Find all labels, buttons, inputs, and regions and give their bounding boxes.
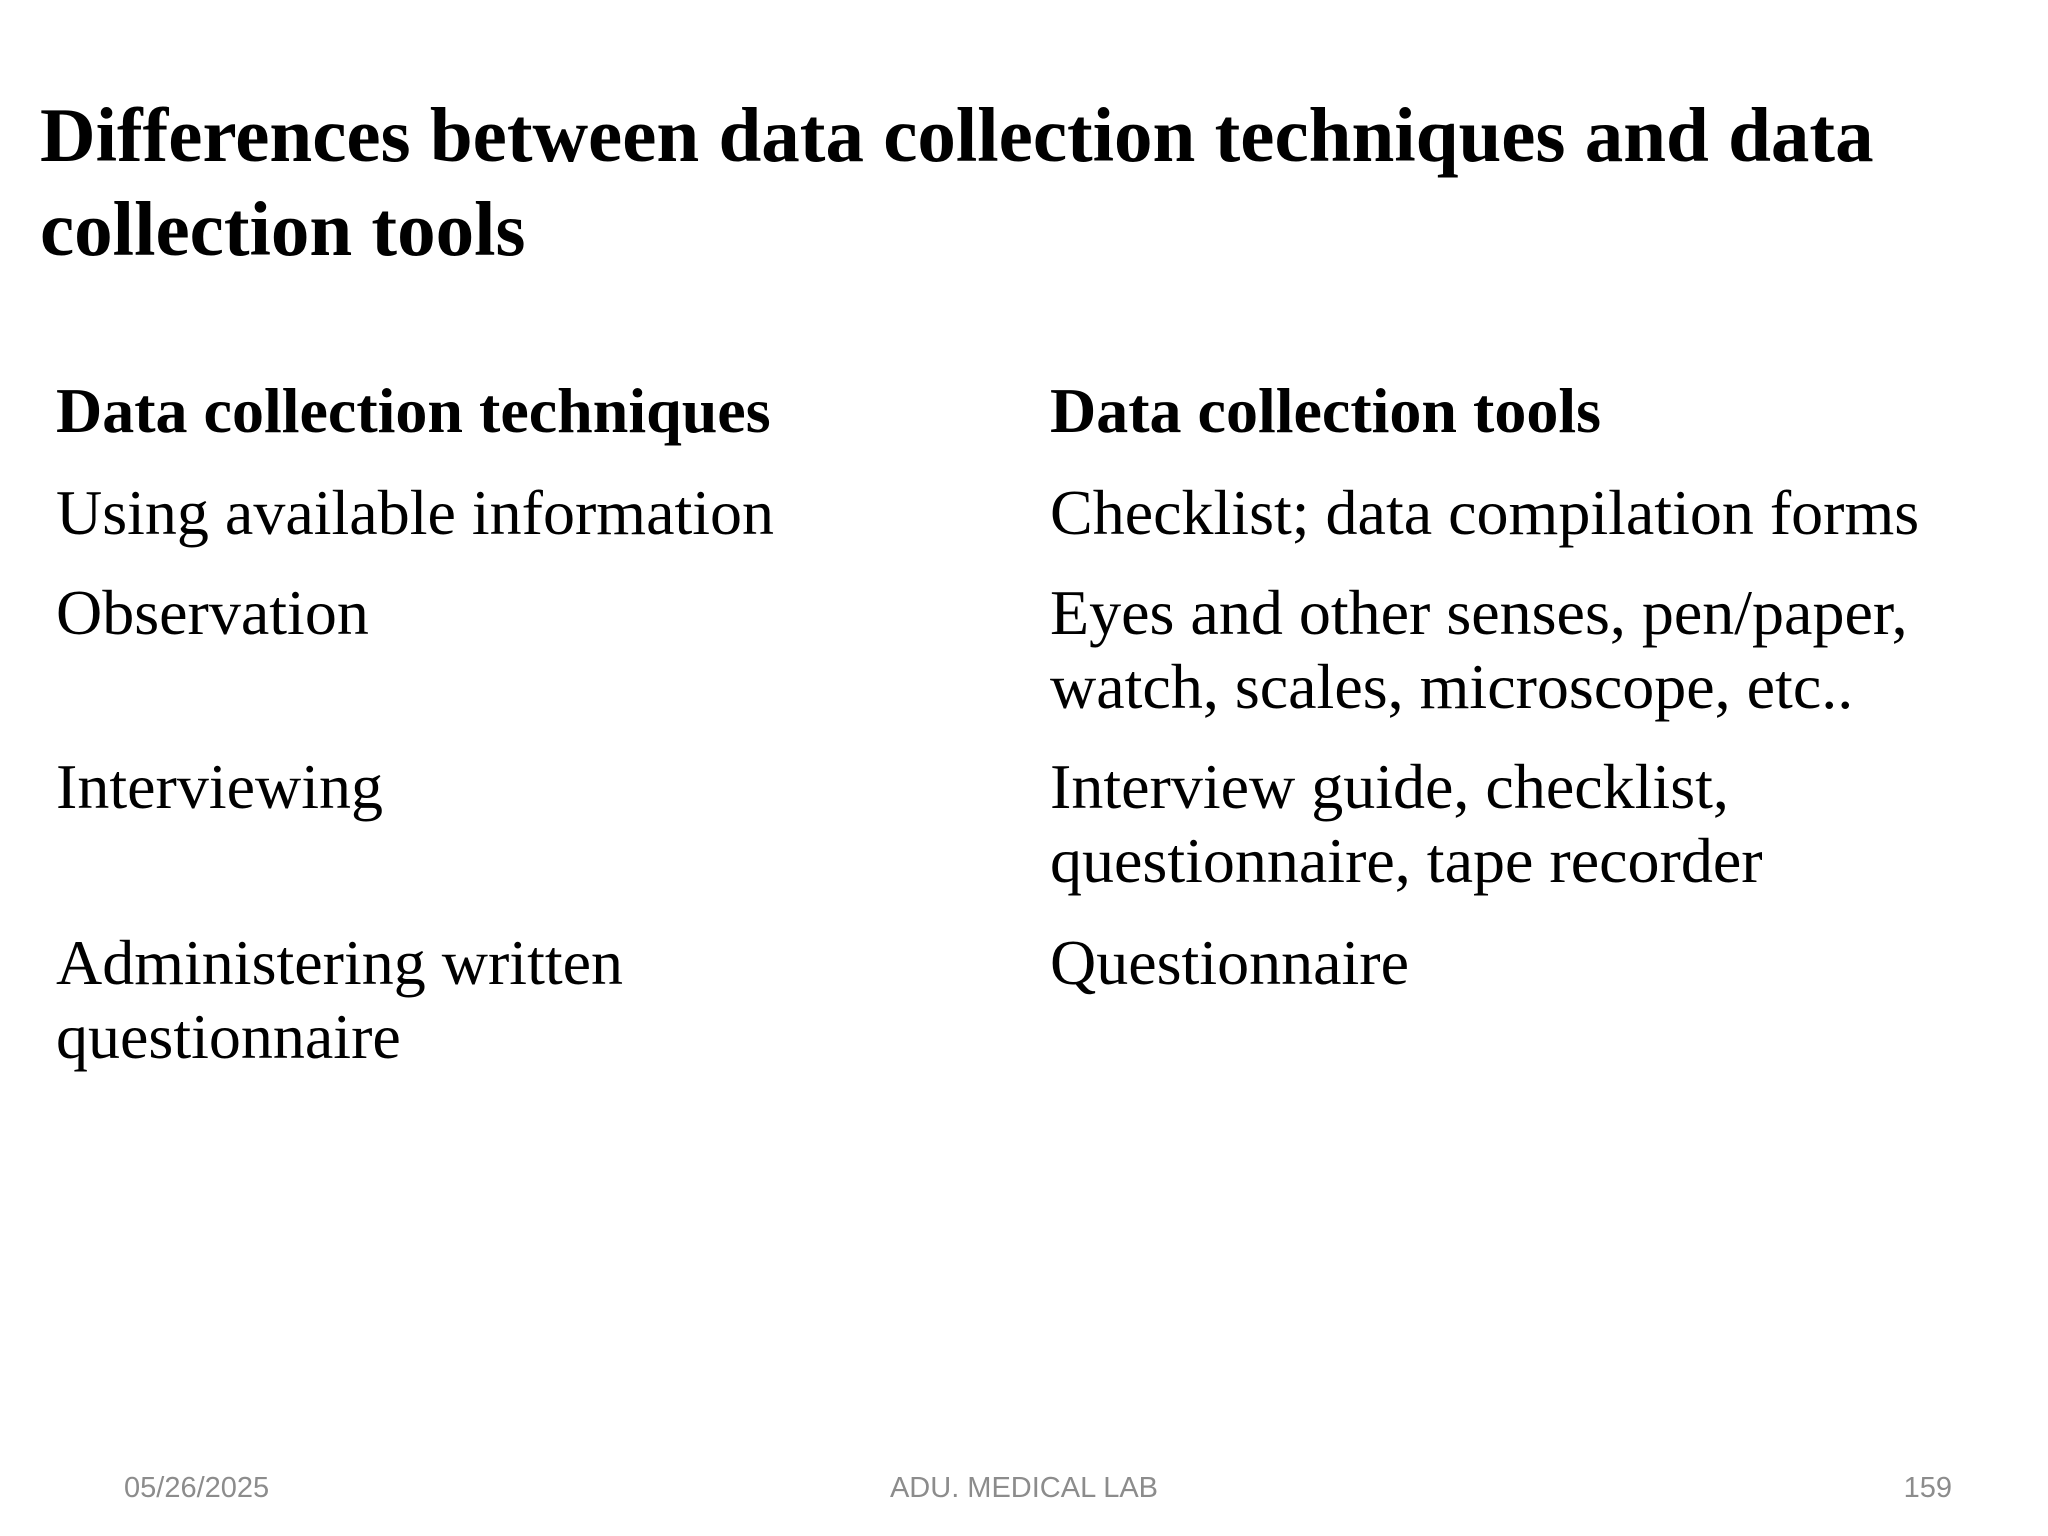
- tool-cell: Eyes and other senses, pen/paper, watch, scales, microscope, etc..: [1050, 577, 1908, 722]
- table-header-row: [56, 372, 2016, 476]
- slide-title: Differences between data collection techniques and data collection tools: [40, 92, 1874, 272]
- tool-cell: Questionnaire: [1050, 927, 1409, 998]
- technique-cell: Administering written questionnaire: [56, 927, 624, 1072]
- table-row: [56, 750, 2016, 926]
- table-row: [56, 476, 2016, 576]
- header-techniques: Data collection techniques: [56, 375, 771, 446]
- header-tools: Data collection tools: [1050, 375, 1601, 446]
- footer-page-number: 159: [1903, 1472, 1952, 1504]
- technique-cell: Using available information: [56, 477, 775, 548]
- comparison-table: [56, 372, 2016, 1086]
- table-row: [56, 576, 2016, 750]
- footer-organization: ADU. MEDICAL LAB: [889, 1472, 1159, 1504]
- footer-date: 05/26/2025: [124, 1472, 270, 1504]
- technique-cell: Interviewing: [56, 751, 383, 822]
- tool-cell: Checklist; data compilation forms: [1050, 477, 1920, 548]
- tool-cell: Interview guide, checklist, questionnaire, tape recorder: [1050, 751, 1763, 896]
- technique-cell: Observation: [56, 577, 369, 648]
- table-row: [56, 926, 2016, 1086]
